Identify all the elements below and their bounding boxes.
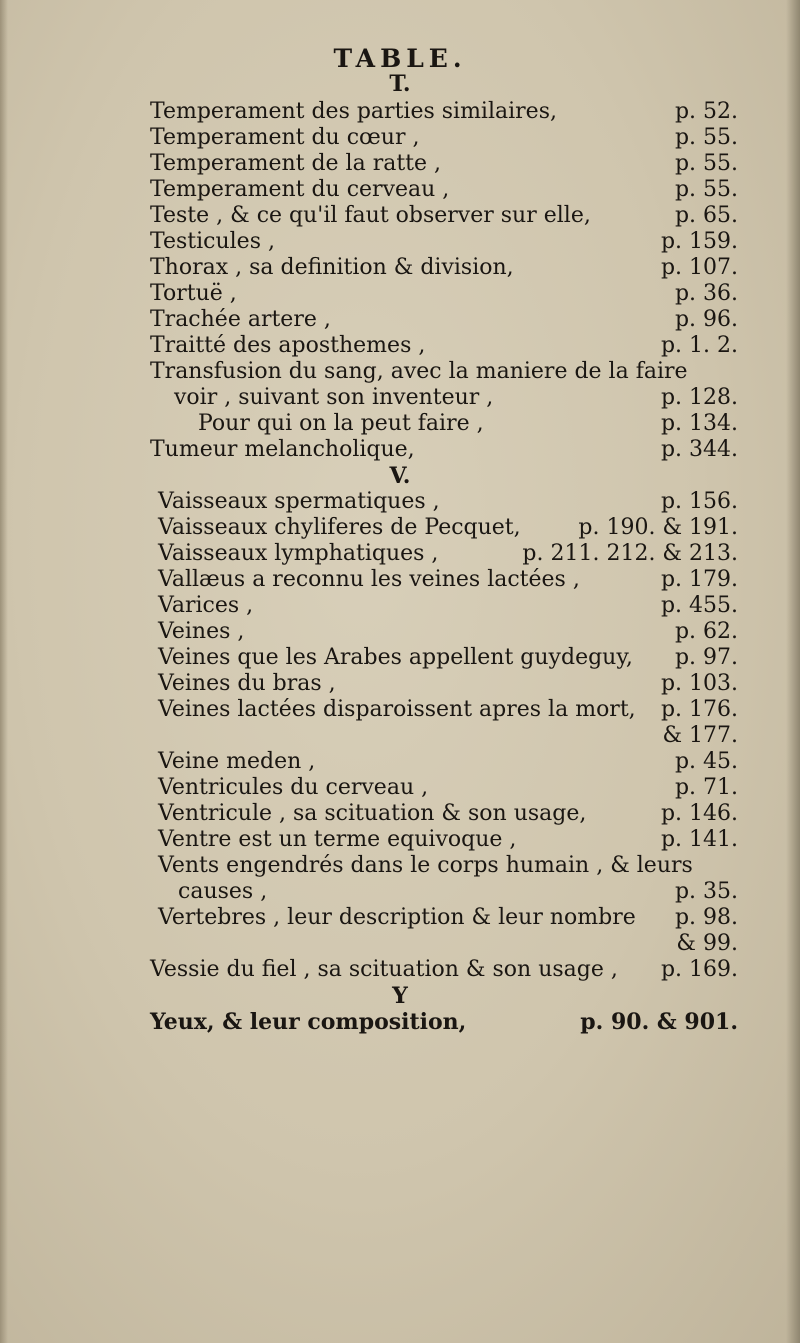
entry-page: p. 96. (674, 307, 738, 332)
entry-text: Ventricules du cerveau , (158, 775, 429, 800)
entry-page: p. 179. (660, 567, 738, 592)
entry-text: Thorax , sa definition & division, (150, 255, 514, 280)
index-entry (158, 854, 738, 878)
entry-text: Vallæus a reconnu les veines lactées , (158, 567, 580, 592)
entry-text: Pour qui on la peut faire , (198, 411, 484, 436)
index-entry-continuation (174, 386, 738, 410)
index-entry (150, 100, 738, 124)
entry-page: p. 71. (674, 775, 738, 800)
index-entry-continuation (158, 932, 738, 956)
index-entry (158, 516, 738, 540)
index-entry (150, 308, 738, 332)
entry-text: Vertebres , leur description & leur nombre (158, 905, 636, 930)
index-entry (150, 334, 738, 358)
entry-text: Temperament de la ratte , (150, 151, 442, 176)
entry-text: Varices , (158, 593, 254, 618)
entry-text: Vaisseaux lymphatiques , (158, 541, 439, 566)
section-letter-y: Y (392, 983, 408, 1009)
entry-text: Yeux, & leur composition, (150, 1009, 467, 1035)
index-entry (158, 490, 738, 514)
entry-text: Veines lactées disparoissent apres la mort, (158, 697, 636, 722)
entry-page: p. 103. (660, 671, 738, 696)
index-entry (150, 178, 738, 202)
entry-page: p. 52. (674, 99, 738, 124)
entry-text: Veine meden , (158, 749, 316, 774)
index-entry (158, 698, 738, 722)
entry-page: p. 141. (660, 827, 738, 852)
entry-text: Vents engendrés dans le corps humain , & leurs (158, 853, 693, 878)
entry-page: p. 35. (674, 879, 738, 904)
index-entry-continuation (178, 880, 738, 904)
entry-page: p. 1. 2. (660, 333, 738, 358)
entry-text: Ventricule , sa scituation & son usage, (158, 801, 587, 826)
entry-page: p. 455. (660, 593, 738, 618)
entry-page: p. 190. & 191. (578, 515, 738, 540)
index-entry (158, 594, 738, 618)
section-letter-v: V. (389, 463, 411, 489)
entry-page: p. 211. 212. & 213. (522, 541, 738, 566)
entry-text: Teste , & ce qu'il faut observer sur elle, (150, 203, 591, 228)
entry-page: p. 169. (660, 957, 738, 982)
index-entry (158, 802, 738, 826)
entry-page: p. 134. (660, 411, 738, 436)
entry-page: p. 97. (674, 645, 738, 670)
entry-page: p. 65. (674, 203, 738, 228)
index-entry (158, 776, 738, 800)
index-entry (150, 438, 738, 462)
entry-text: Traitté des aposthemes , (150, 333, 426, 358)
entry-text: Veines du bras , (158, 671, 336, 696)
entry-page: p. 62. (674, 619, 738, 644)
entry-page: p. 55. (674, 125, 738, 150)
entry-page: p. 90. & 901. (580, 1009, 738, 1035)
entry-text: Trachée artere , (150, 307, 331, 332)
entry-text: voir , suivant son inventeur , (174, 385, 494, 410)
entry-page: & 99. (676, 931, 738, 956)
entry-page: p. 55. (674, 177, 738, 202)
index-entry (158, 750, 738, 774)
entry-text: Temperament du cœur , (150, 125, 420, 150)
entry-page: p. 344. (660, 437, 738, 462)
entry-text: Tumeur melancholique, (150, 437, 415, 462)
entry-text: Transfusion du sang, avec la maniere de la faire (150, 359, 688, 384)
section-letter-t: T. (389, 71, 411, 97)
entry-text: Temperament des parties similaires, (150, 99, 557, 124)
index-entry (150, 204, 738, 228)
index-entry (150, 360, 738, 384)
index-entry (158, 828, 738, 852)
entry-page: & 177. (662, 723, 738, 748)
index-entry (158, 646, 738, 670)
page-edge-left (0, 0, 8, 1343)
index-entry (150, 1010, 738, 1034)
index-subentry (198, 412, 738, 436)
entry-page: p. 36. (674, 281, 738, 306)
index-entry (158, 906, 738, 930)
entry-text: Temperament du cerveau , (150, 177, 450, 202)
index-entry (158, 672, 738, 696)
entry-text: Vessie du fiel , sa scituation & son usage , (150, 957, 618, 982)
index-entry (150, 126, 738, 150)
entry-page: p. 98. (674, 905, 738, 930)
index-entry (150, 230, 738, 254)
index-entry (150, 958, 738, 982)
index-entry (158, 568, 738, 592)
entry-page: p. 176. (660, 697, 738, 722)
entry-page: p. 128. (660, 385, 738, 410)
entry-text: Ventre est un terme equivoque , (158, 827, 517, 852)
entry-page: p. 159. (660, 229, 738, 254)
entry-text: Vaisseaux spermatiques , (158, 489, 440, 514)
page-edge-right (786, 0, 800, 1343)
index-entry (158, 620, 738, 644)
entry-text: causes , (178, 879, 268, 904)
entry-page: p. 156. (660, 489, 738, 514)
entry-text: Testicules , (150, 229, 275, 254)
entry-text: Veines que les Arabes appellent guydeguy, (158, 645, 633, 670)
index-entry (158, 542, 738, 566)
entry-page: p. 45. (674, 749, 738, 774)
index-entry (150, 152, 738, 176)
entry-text: Tortuë , (150, 281, 237, 306)
entry-page: p. 107. (660, 255, 738, 280)
running-head: TABLE. (333, 44, 467, 73)
entry-text: Veines , (158, 619, 245, 644)
index-entry (150, 282, 738, 306)
index-entry (150, 256, 738, 280)
entry-page: p. 55. (674, 151, 738, 176)
entry-text: Vaisseaux chyliferes de Pecquet, (158, 515, 521, 540)
entry-page: p. 146. (660, 801, 738, 826)
index-entry-continuation (158, 724, 738, 748)
